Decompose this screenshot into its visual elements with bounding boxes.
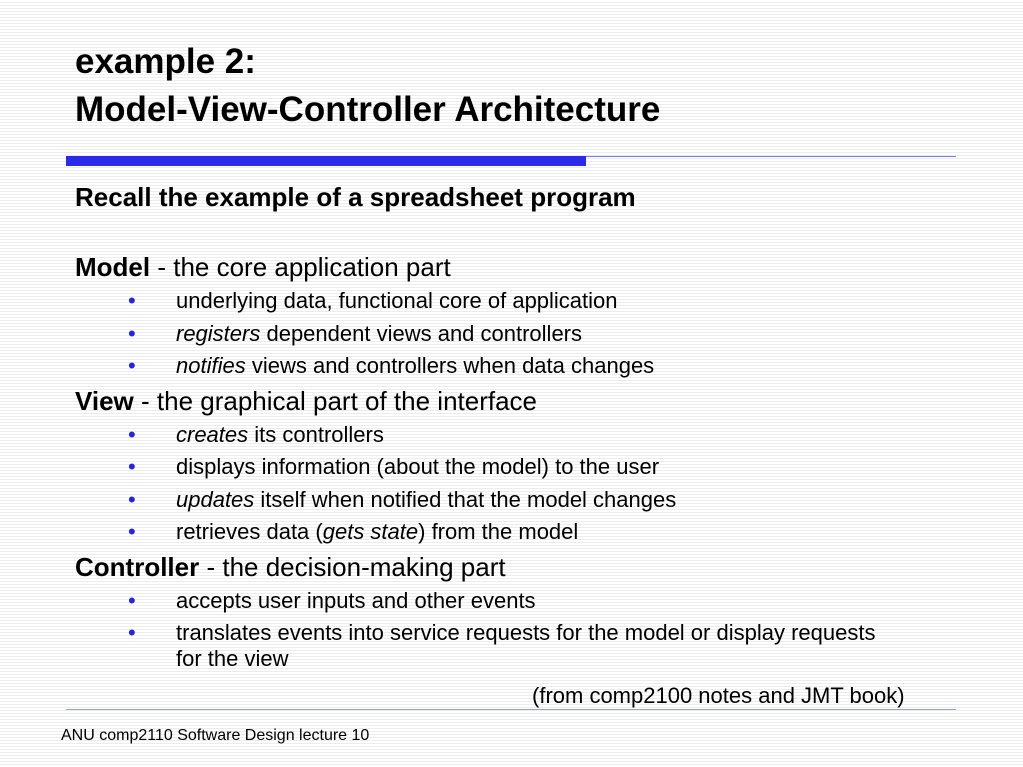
bullet-icon: • [128, 587, 136, 613]
section-desc: - the graphical part of the interface [133, 385, 538, 416]
bullet-item [75, 617, 876, 676]
bullet-text: accepts user inputs and other events [176, 587, 536, 613]
bullet-text: translates events into service requests for the model or display requests for the view [176, 620, 876, 671]
bullet-item [75, 350, 975, 383]
title-divider [66, 156, 956, 166]
source-note: (from comp2100 notes and JMT book) [532, 683, 905, 708]
bullet-list-controller [75, 585, 975, 677]
bullet-text: displays information (about the model) to the user [176, 454, 660, 479]
bullet-icon: • [128, 620, 136, 645]
section-desc: - the decision-making part [199, 551, 506, 582]
divider-thin-line [586, 156, 956, 157]
bullet-icon: • [128, 454, 136, 479]
bullet-text: dependent views and controllers [260, 320, 583, 346]
section-name: Controller [75, 551, 200, 582]
title-line-2: Model-View-Controller Architecture [75, 90, 661, 129]
bullet-text: ) from the model [418, 519, 579, 544]
bullet-icon: • [128, 421, 136, 447]
section-name: View [75, 385, 134, 416]
section-heading-view [75, 383, 975, 419]
bullet-item [75, 318, 975, 351]
bullet-item [75, 585, 975, 618]
section-heading-model [75, 249, 975, 285]
bullet-item [75, 516, 975, 549]
bullet-icon: • [128, 288, 136, 313]
bullet-text: views and controllers when data changes [245, 353, 655, 378]
bullet-list-model [75, 285, 975, 383]
footer-divider [66, 709, 956, 710]
bullet-emphasis: registers [176, 320, 261, 346]
bullet-icon: • [128, 519, 136, 544]
section-heading-controller [75, 549, 975, 585]
bullet-icon: • [128, 486, 136, 512]
bullet-icon: • [128, 320, 136, 346]
bullet-item [75, 285, 975, 318]
bullet-text: underlying data, functional core of application [176, 288, 618, 313]
bullet-icon: • [128, 353, 136, 378]
slide-title [75, 38, 660, 134]
bullet-text: its controllers [248, 421, 384, 447]
bullet-emphasis: updates [176, 486, 255, 512]
slide-subtitle: Recall the example of a spreadsheet program [75, 182, 636, 212]
section-name: Model [75, 252, 151, 282]
slide-content [75, 249, 975, 676]
bullet-item [75, 419, 975, 452]
bullet-text: itself when notified that the model changes [254, 486, 677, 512]
bullet-list-view [75, 419, 975, 549]
bullet-item [75, 484, 975, 517]
title-line-1: example 2: [75, 42, 256, 81]
bullet-emphasis: notifies [176, 353, 246, 378]
bullet-emphasis: gets state [322, 519, 419, 544]
bullet-text: retrieves data ( [176, 519, 323, 544]
bullet-item [75, 451, 975, 484]
bullet-emphasis: creates [176, 421, 249, 447]
divider-thick-bar [66, 156, 586, 166]
footer-text: ANU comp2110 Software Design lecture 10 [61, 727, 370, 744]
section-desc: - the core application part [150, 252, 451, 282]
